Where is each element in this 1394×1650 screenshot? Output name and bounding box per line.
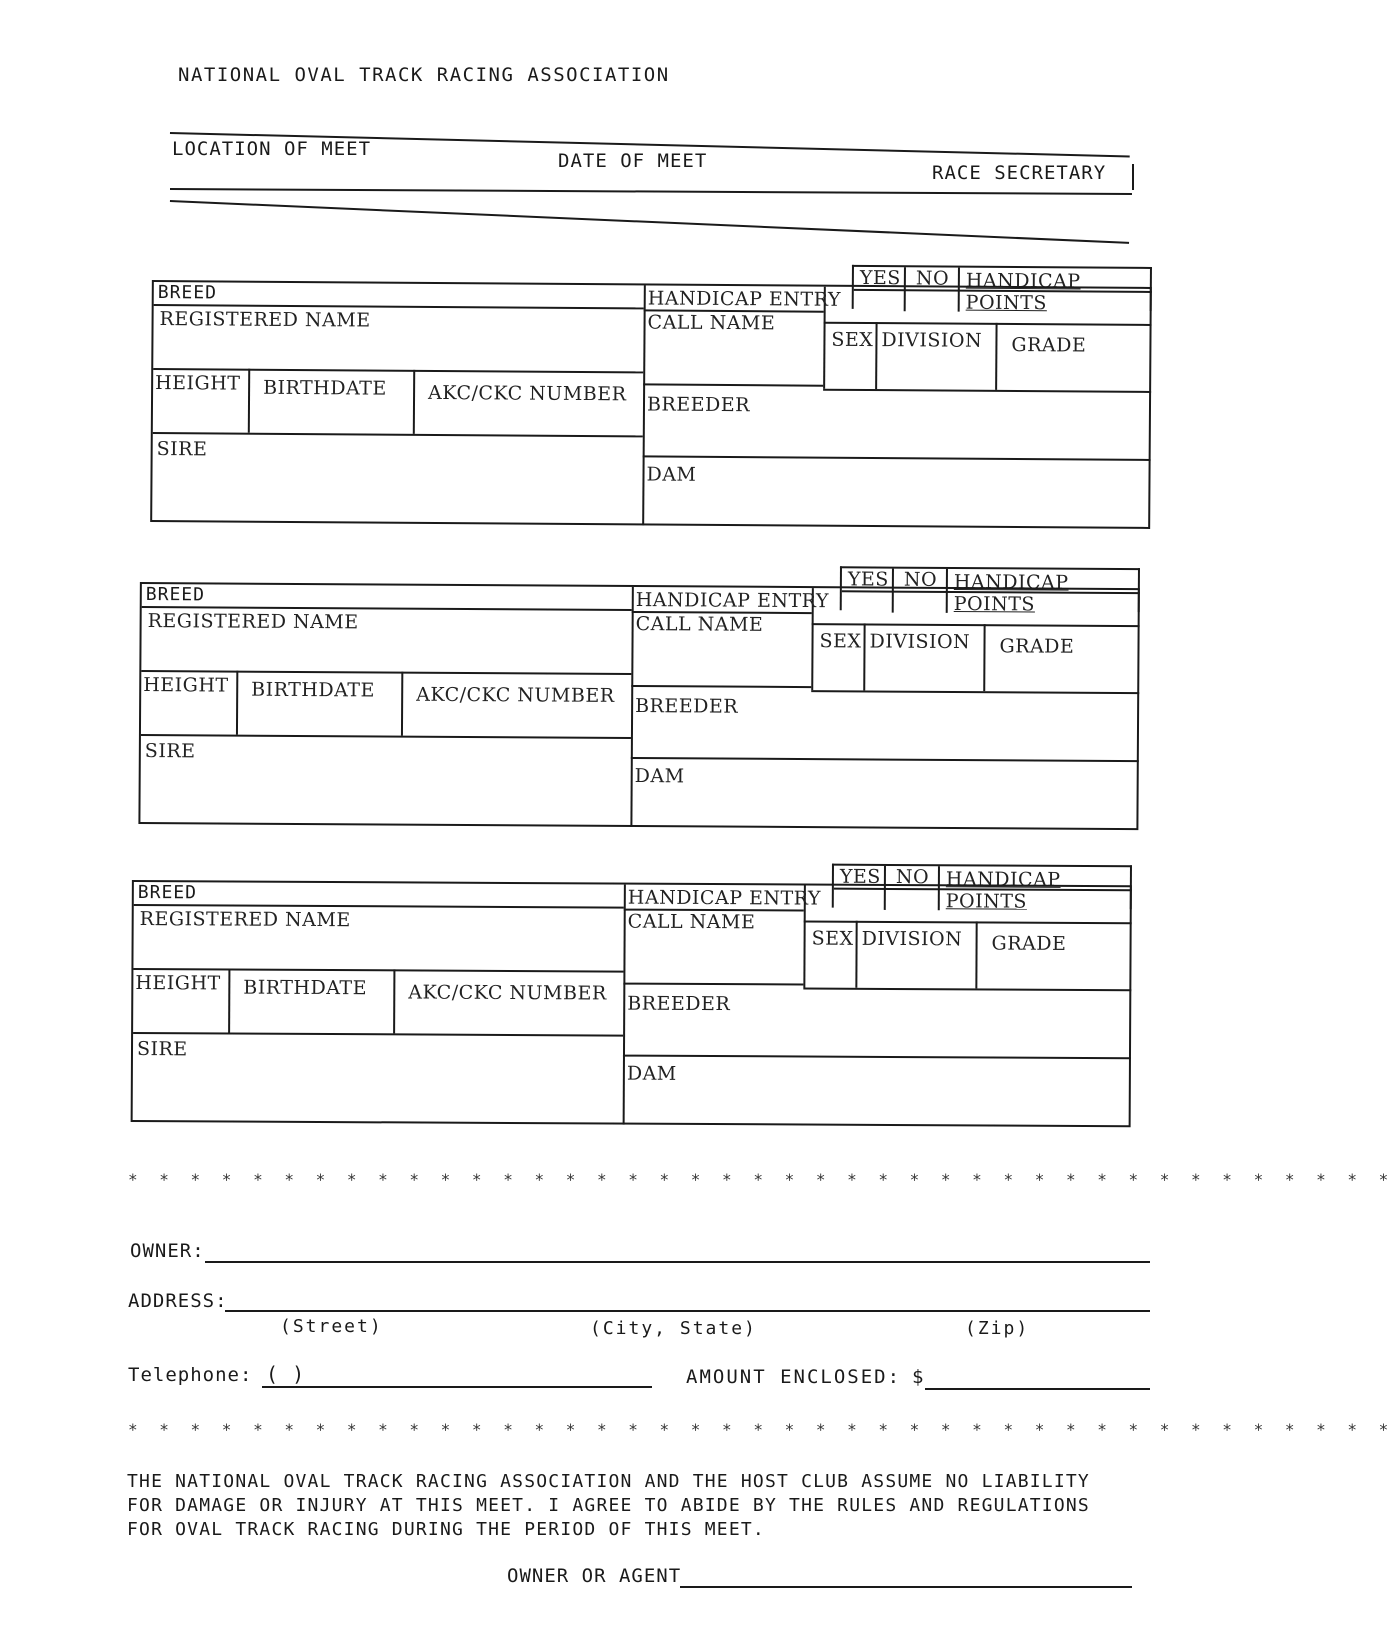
grade-label: GRADE [1011,334,1087,357]
sex-label: SEX [819,630,862,653]
telephone-area-code: ( ) [266,1362,306,1386]
yes-option[interactable]: YES [847,568,889,591]
handicap-entry-label: HANDICAP ENTRY [647,287,841,311]
sire-label: SIRE [156,438,208,461]
date-of-meet-label: DATE OF MEET [558,150,708,172]
breeder-label: BREEDER [627,992,731,1016]
no-option[interactable]: NO [903,568,938,591]
meet-header-blank-line[interactable] [170,200,1129,244]
meet-header-end-tick [1132,164,1134,190]
owner-field[interactable] [205,1261,1150,1263]
telephone-field[interactable] [262,1386,652,1388]
form-title: NATIONAL OVAL TRACK RACING ASSOCIATION [178,64,670,86]
entry-grid [150,280,1152,529]
division-label: DIVISION [861,927,963,951]
address-field[interactable] [225,1310,1150,1312]
location-of-meet-label: LOCATION OF MEET [172,138,372,160]
amount-field[interactable] [925,1388,1150,1390]
height-label: HEIGHT [143,674,229,697]
breed-label: BREED [157,282,218,304]
yes-option[interactable]: YES [839,865,881,888]
separator-top: * * * * * * * * * * * * * * * * * * * * * * * * * * * * * * * * * * * * * * * * * [128,1170,1394,1189]
street-caption: (Street) [280,1316,383,1337]
registered-name-label: REGISTERED NAME [147,610,359,634]
akc-ckc-number-label: AKC/CKC NUMBER [416,683,615,707]
sex-label: SEX [811,927,854,950]
sire-label: SIRE [136,1038,188,1061]
birthdate-label: BIRTHDATE [251,678,375,702]
breeder-label: BREEDER [646,393,750,417]
owner-label: OWNER: [130,1240,205,1262]
city-state-caption: (City, State) [590,1318,757,1339]
owner-or-agent-label: OWNER OR AGENT [507,1565,682,1587]
meet-header-mid-line [170,188,1132,195]
dam-label: DAM [646,463,697,486]
call-name-label: CALL NAME [635,613,764,636]
currency-symbol: $ [912,1366,925,1388]
akc-ckc-number-label: AKC/CKC NUMBER [408,981,607,1005]
division-label: DIVISION [881,329,983,352]
handicap-points-label: HANDICAP POINTS [965,269,1081,315]
amount-enclosed-label: AMOUNT ENCLOSED: [686,1366,902,1388]
birthdate-label: BIRTHDATE [263,376,387,400]
zip-caption: (Zip) [965,1318,1030,1339]
yes-option[interactable]: YES [859,266,901,290]
no-option[interactable]: NO [895,866,930,889]
meet-header [170,132,1135,252]
sire-label: SIRE [144,740,196,763]
signature-field[interactable] [680,1586,1132,1588]
dog-entry-block-3 [131,860,1132,1127]
sex-label: SEX [831,328,874,352]
liability-disclaimer: THE NATIONAL OVAL TRACK RACING ASSOCIATION AND THE HOST CLUB ASSUME NO LIABILITY FOR DAMAGE OR INJURY AT THIS MEET. I AGREE TO ABIDE BY THE RULES AND REGULATIONS FOR OVAL TRACK RACING DURING THE PERIOD OF THIS MEET. [127,1471,1090,1540]
handicap-entry-label: HANDICAP ENTRY [635,589,830,613]
breed-label: BREED [145,584,206,606]
breed-label: BREED [137,882,198,904]
registered-name-label: REGISTERED NAME [139,908,351,932]
call-name-label: CALL NAME [627,910,756,934]
handicap-points-label: HANDICAP POINTS [945,868,1061,913]
dam-label: DAM [634,765,685,788]
entry-grid [131,880,1132,1127]
height-label: HEIGHT [155,372,241,395]
entry-grid [138,582,1139,830]
race-secretary-label: RACE SECRETARY [932,162,1107,184]
registered-name-label: REGISTERED NAME [159,308,371,332]
no-option[interactable]: NO [915,267,950,290]
dam-label: DAM [626,1062,677,1085]
separator-bottom: * * * * * * * * * * * * * * * * * * * * * * * * * * * * * * * * * * * * * * * * * [128,1420,1394,1439]
handicap-points-label: HANDICAP POINTS [953,570,1069,616]
division-label: DIVISION [869,630,971,654]
breeder-label: BREEDER [635,695,739,718]
grade-label: GRADE [991,932,1067,955]
akc-ckc-number-label: AKC/CKC NUMBER [428,381,627,406]
telephone-label: Telephone: [128,1364,253,1386]
dog-entry-block-2 [138,562,1140,830]
handicap-entry-label: HANDICAP ENTRY [627,886,822,910]
height-label: HEIGHT [135,972,221,995]
call-name-label: CALL NAME [647,311,776,335]
grade-label: GRADE [999,635,1075,658]
dog-entry-block-1 [150,260,1152,529]
birthdate-label: BIRTHDATE [243,976,368,1000]
address-label: ADDRESS: [128,1290,228,1312]
